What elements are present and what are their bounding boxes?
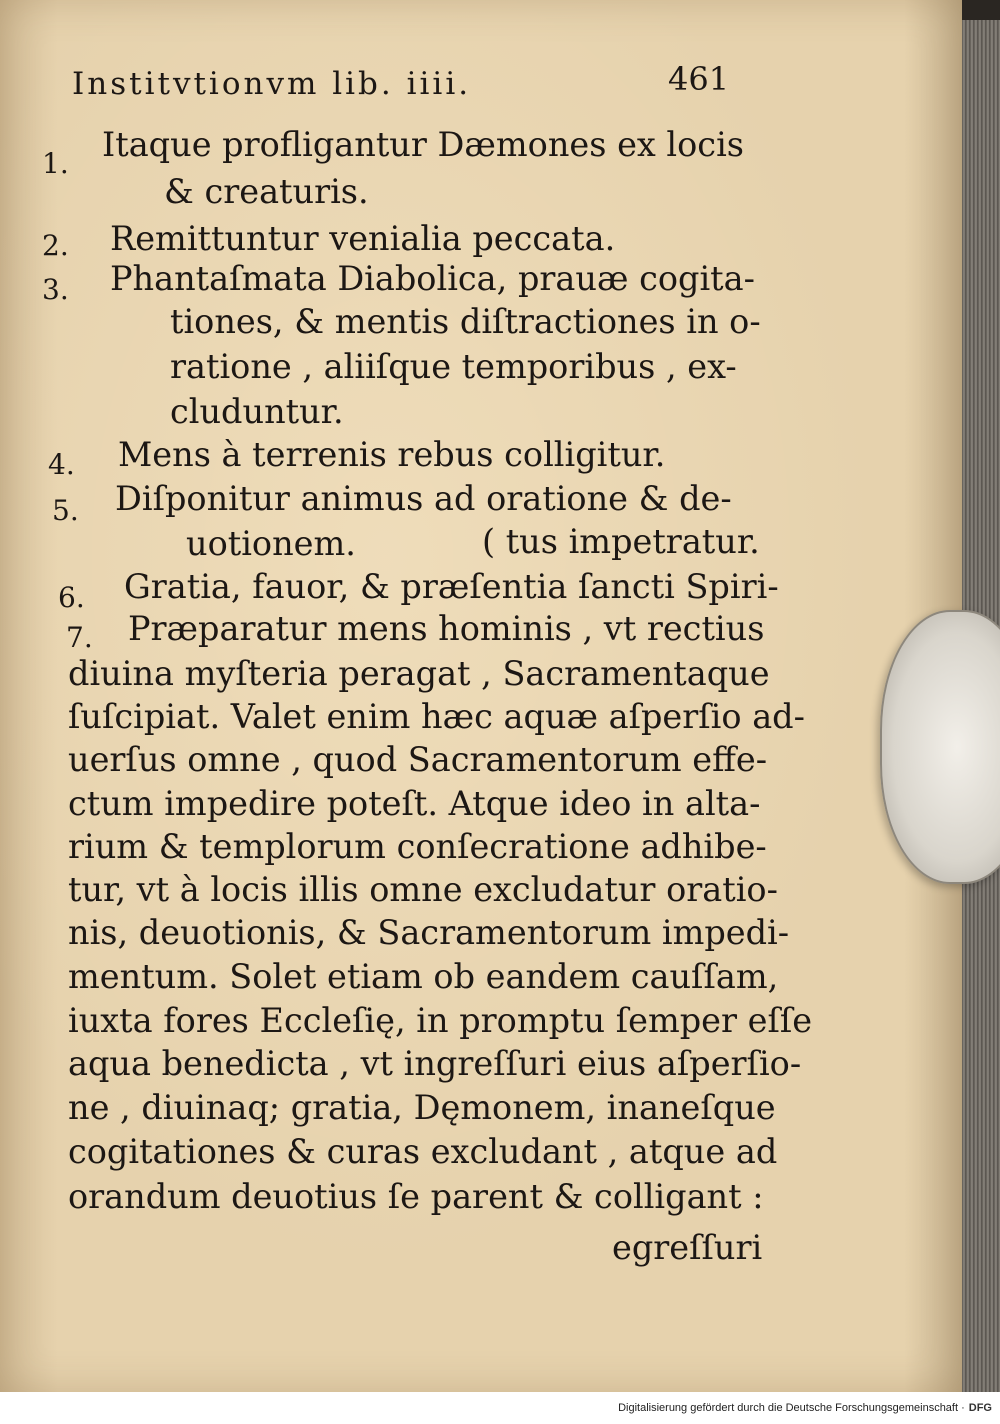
text-line: tiones, & mentis diſtractiones in o- — [170, 302, 761, 341]
text-line: tur, vt à locis illis omne excludatur oratio- — [68, 870, 778, 909]
text-line: diuina myſteria peragat , Sacramentaque — [68, 654, 770, 693]
text-line: Phantaſmata Diabolica, prauæ cogita- — [110, 259, 755, 298]
text-line: ctum impedire poteſt. Atque ideo in alta- — [68, 784, 761, 823]
text-line: ( tus impetratur. — [482, 522, 760, 561]
item-number: 7. — [66, 621, 93, 654]
text-line: nis, deuotionis, & Sacramentorum impedi- — [68, 913, 790, 952]
catchword: egreſſuri — [612, 1228, 763, 1267]
text-line: ſuſcipiat. Valet enim hæc aquæ aſperſio ad- — [68, 697, 805, 736]
text-line: uotionem. — [186, 524, 356, 563]
text-line: cogitationes & curas excludant , atque ad — [68, 1132, 778, 1171]
item-number: 6. — [58, 581, 85, 614]
item-number: 1. — [42, 147, 69, 180]
text-line: aqua benedicta , vt ingreſſuri eius aſperſio- — [68, 1044, 802, 1083]
page-clip — [880, 610, 1000, 884]
text-line: mentum. Solet etiam ob eandem cauſſam, — [68, 957, 779, 996]
running-title: Institvtionvm lib. iiii. — [72, 66, 472, 102]
text-line: rium & templorum conſecratione adhibe- — [68, 827, 767, 866]
text-line: Gratia, fauor, & præſentia ſancti Spiri- — [124, 567, 779, 606]
text-line: Præparatur mens hominis , vt rectius — [128, 609, 765, 648]
text-line: iuxta fores Eccleſię, in promptu ſemper eſſe — [68, 1001, 813, 1040]
text-line: ne , diuinaq; gratia, Dęmonem, inaneſque — [68, 1088, 776, 1127]
page-number: 461 — [668, 60, 730, 98]
digitization-credit — [618, 1402, 992, 1414]
text-line: Remittuntur venialia peccata. — [110, 219, 616, 258]
text-line: Diſponitur animus ad oratione & de- — [115, 479, 732, 518]
item-number: 5. — [52, 494, 79, 527]
item-number: 3. — [42, 273, 69, 306]
item-number: 4. — [48, 448, 75, 481]
text-line: cluduntur. — [170, 392, 344, 431]
text-line: ratione , aliiſque temporibus , ex- — [170, 347, 737, 386]
credit-text: Digitalisierung gefördert durch die Deutsche Forschungsgemeinschaft · — [618, 1402, 965, 1414]
dfg-logo: DFG — [968, 1402, 992, 1414]
text-line: uerſus omne , quod Sacramentorum effe- — [68, 740, 768, 779]
text-line: Itaque profligantur Dæmones ex locis — [102, 125, 744, 164]
text-line: Mens à terrenis rebus colligitur. — [118, 435, 666, 474]
text-line: & creaturis. — [164, 172, 369, 211]
text-line: orandum deuotius ſe parent & colligant : — [68, 1177, 764, 1216]
item-number: 2. — [42, 229, 69, 262]
